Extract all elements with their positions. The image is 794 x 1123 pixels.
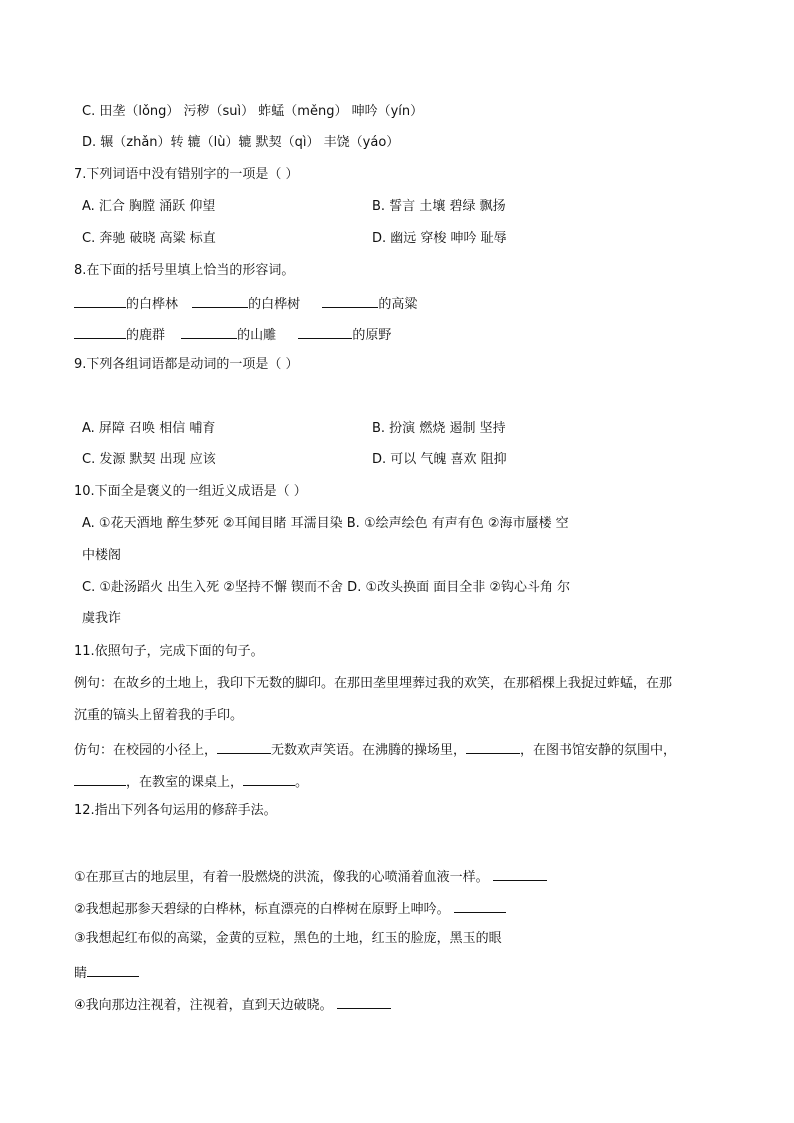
q12-sentence-3: ③我想起红布似的高粱，金黄的豆粒，黑色的土地，红玉的脸庞，黑玉的眼 xyxy=(74,931,502,946)
q8-row-2 xyxy=(74,324,391,345)
q12-sentence-text: ④我向那边注视着，注视着，直到天边破晓。 xyxy=(74,998,333,1013)
q11-imitate-line-2 xyxy=(74,771,308,792)
q8-stem: 8.在下面的括号里填上恰当的形容词。 xyxy=(74,263,295,278)
q12-stem: 12.指出下列各句运用的修辞手法。 xyxy=(74,803,277,818)
answer-blank[interactable] xyxy=(337,994,391,1009)
q7-option-b: B. 誓言 土壤 碧绿 飘扬 xyxy=(372,199,506,214)
answer-blank[interactable] xyxy=(74,293,126,308)
answer-blank[interactable] xyxy=(322,293,378,308)
q11-stem: 11.依照句子，完成下面的句子。 xyxy=(74,644,264,659)
q11-imitate-text: 。 xyxy=(295,775,309,790)
q6-option-d: D. 辗（zhǎn）转 辘（lù）辘 默契（qì） 丰饶（yáo） xyxy=(82,135,400,150)
q6-option-c: C. 田垄（lǒng） 污秽（suì） 蚱蜢（měng） 呻吟（yín） xyxy=(82,104,424,119)
q11-imitate-line-1 xyxy=(74,739,676,760)
q8-row-1 xyxy=(74,293,417,314)
q12-sentence-text: 睛 xyxy=(74,966,88,981)
answer-blank[interactable] xyxy=(217,739,271,754)
q12-sentence-1 xyxy=(74,866,547,887)
answer-blank[interactable] xyxy=(74,324,126,339)
q8-item: 的高粱 xyxy=(378,297,418,312)
q11-imitate-text: 无数欢声笑语。在沸腾的操场里， xyxy=(271,743,467,758)
q10-options-ab-cont: 中楼阁 xyxy=(82,548,122,563)
q10-options-cd-cont: 虞我诈 xyxy=(82,611,122,626)
q8-item: 的原野 xyxy=(352,328,392,343)
q11-example-line-2: 沉重的镐头上留着我的手印。 xyxy=(74,708,244,723)
q9-stem: 9.下列各组词语都是动词的一项是（ ） xyxy=(74,357,299,372)
answer-blank[interactable] xyxy=(87,962,139,977)
q9-option-b: B. 扮演 燃烧 遏制 坚持 xyxy=(372,421,506,436)
q7-option-d: D. 幽远 穿梭 呻吟 耻辱 xyxy=(372,231,507,246)
q9-option-a: A. 屏障 召唤 相信 哺育 xyxy=(82,421,216,436)
q12-sentence-text: ①在那亘古的地层里，有着一股燃烧的洪流，像我的心喷涌着血液一样。 xyxy=(74,870,489,885)
q10-stem: 10.下面全是褒义的一组近义成语是（ ） xyxy=(74,484,307,499)
q11-imitate-text: 仿句：在校园的小径上， xyxy=(74,743,218,758)
q7-stem: 7.下列词语中没有错别字的一项是（ ） xyxy=(74,167,299,182)
q8-item: 的山雕 xyxy=(237,328,277,343)
q9-option-c: C. 发源 默契 出现 应该 xyxy=(82,452,216,467)
q7-option-c: C. 奔驰 破晓 高粱 标直 xyxy=(82,231,216,246)
q12-sentence-text: ②我想起那参天碧绿的白桦林，标直漂亮的白桦树在原野上呻吟。 xyxy=(74,902,450,917)
q11-example-line-1: 例句：在故乡的土地上，我印下无数的脚印。在那田垄里埋葬过我的欢笑，在那稻棵上我捉过蚱蜢，在那 xyxy=(74,676,673,691)
q11-imitate-text: ，在图书馆安静的氛围中， xyxy=(520,743,677,758)
q8-item: 的白桦树 xyxy=(248,297,301,312)
answer-blank[interactable] xyxy=(454,898,506,913)
answer-blank[interactable] xyxy=(74,771,126,786)
q7-option-a: A. 汇合 胸膛 涌跃 仰望 xyxy=(82,199,216,214)
q12-sentence-3-cont xyxy=(74,962,139,983)
q9-option-d: D. 可以 气魄 喜欢 阻抑 xyxy=(372,452,507,467)
q10-options-cd: C. ①赴汤蹈火 出生入死 ②坚持不懈 锲而不舍 D. ①改头换面 面目全非 ②钩心斗角 尔 xyxy=(82,580,571,595)
answer-blank[interactable] xyxy=(181,324,237,339)
answer-blank[interactable] xyxy=(298,324,352,339)
answer-blank[interactable] xyxy=(192,293,248,308)
q10-options-ab: A. ①花天酒地 醉生梦死 ②耳闻目睹 耳濡目染 B. ①绘声绘色 有声有色 ②海市蜃楼 空 xyxy=(82,516,569,531)
q12-sentence-4 xyxy=(74,994,391,1015)
answer-blank[interactable] xyxy=(493,866,547,881)
q8-item: 的鹿群 xyxy=(126,328,166,343)
q11-imitate-text: ，在教室的课桌上， xyxy=(126,775,244,790)
q12-sentence-2 xyxy=(74,898,506,919)
q8-item: 的白桦林 xyxy=(126,297,179,312)
answer-blank[interactable] xyxy=(466,739,520,754)
answer-blank[interactable] xyxy=(243,771,295,786)
